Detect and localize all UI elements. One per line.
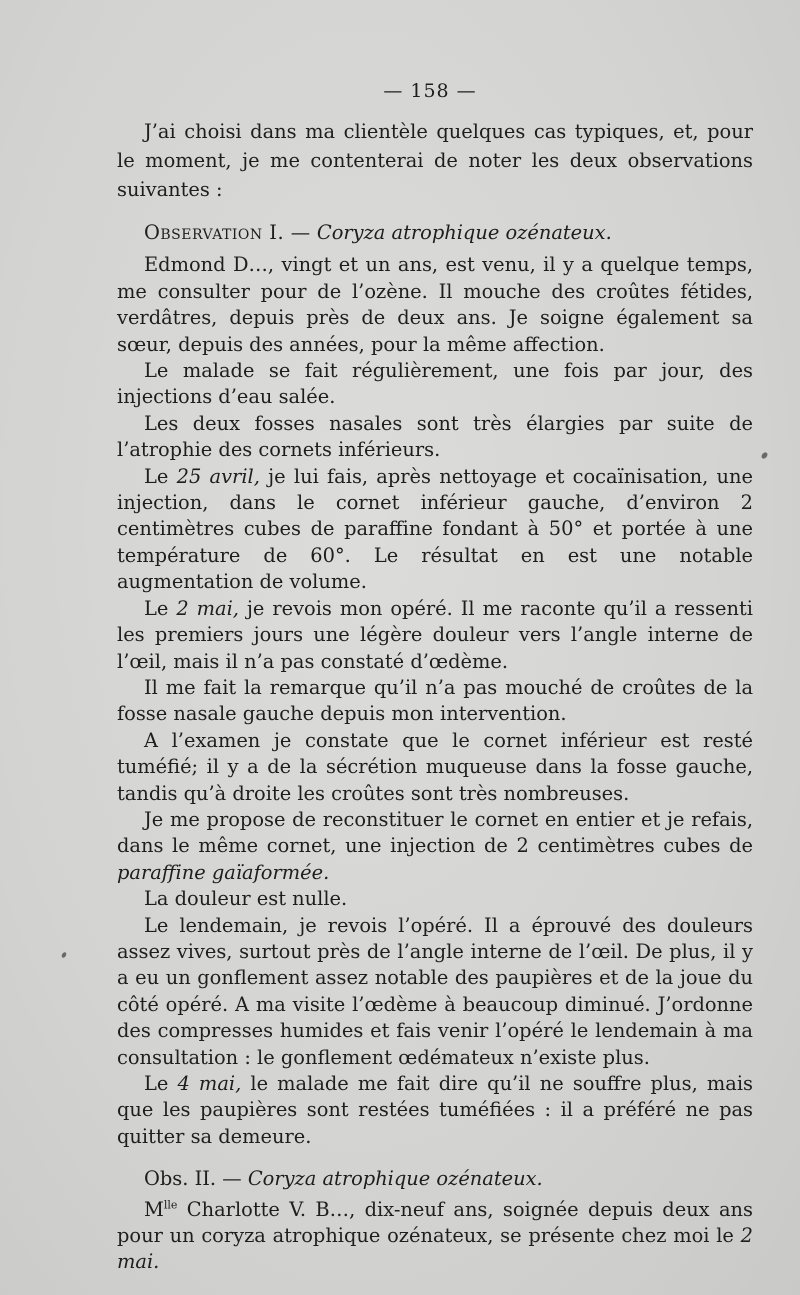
observation-2-label: Obs. II. — — [144, 1167, 242, 1191]
observation-2-title: Coryza atrophique ozénateux. — [247, 1167, 543, 1191]
paragraph — [117, 464, 753, 596]
paragraph: La douleur est nulle. — [144, 887, 348, 911]
text-run: le malade me fait dire qu’il ne souffre plus, mais que les paupières sont restées tuméfiées : il a préféré ne pas quitter sa demeure. — [117, 1072, 753, 1148]
paragraph: Il me fait la remarque qu’il n’a pas mouché de croûtes de la fosse nasale gauche depuis mon intervention. — [117, 675, 753, 726]
text-run: Le — [144, 596, 169, 620]
date: 2 mai, — [176, 596, 239, 620]
print-speck — [61, 951, 67, 958]
paragraph — [117, 807, 753, 886]
date: 4 mai, — [177, 1072, 242, 1095]
text-run: je lui fais, après nettoyage et cocaïnisation, une injection, dans le cornet inférieur gauche, d’environ 2 centimètres cubes de paraffine fondant à 50° et portée à une température de 60°. Le résultat en est une notable augmentation de volume. — [117, 464, 753, 594]
observation-2-heading — [117, 1166, 753, 1192]
paragraph: A l’examen je constate que le cornet inférieur est resté tuméfié; il y a de la sécrétion muqueuse dans la fosse gauche, tandis qu’à droite les croûtes sont très nombreuses. — [117, 728, 753, 805]
paragraph: Les deux fosses nasales sont très élargies par suite de l’atrophie des cornets inférieurs. — [117, 411, 753, 462]
text-run: Je me propose de reconstituer le cornet en entier et je refais, dans le même cornet, une injection de 2 centimètres cubes de — [117, 807, 753, 858]
date: 2 mai. — [117, 1224, 753, 1274]
text-run: je revois mon opéré. Il me raconte qu’il a ressenti les premiers jours une légère douleur vers l’angle interne de l’œil, mais il n’a pas constaté d’œdème. — [117, 596, 754, 673]
text-run: M — [144, 1197, 164, 1221]
paragraph: Le lendemain, je revois l’opéré. Il a éprouvé des douleurs assez vives, surtout près de l’angle interne de l’œil. De plus, il y a eu un gonflement assez notable des paupières et de la joue du côté opéré. A ma visite l’œdème à beaucoup diminué. J’ordonne des compresses humides et fais venir l’opéré le lendemain à ma consultation : le gonflement œdémateux n’existe plus. — [117, 913, 753, 1069]
paragraph: Le malade se fait régulièrement, une fois par jour, des injections d’eau salée. — [117, 359, 753, 409]
text-run: Le — [144, 464, 169, 488]
superscript: lle — [163, 1198, 178, 1212]
page-body — [117, 117, 753, 1276]
intro-paragraph: J’ai choisi dans ma clientèle quelques cas typiques, et, pour le moment, je me contenterai de noter les deux observations suivantes : — [117, 120, 753, 201]
paragraph — [117, 596, 753, 675]
observation-1-heading — [117, 220, 753, 246]
observation-1-title: Coryza atrophique ozénateux. — [316, 221, 612, 244]
paragraph — [117, 1071, 753, 1150]
paragraph: Edmond D…, vingt et un ans, est venu, il y a quelque temps, me consulter pour de l’ozène. Il mouche des croûtes fétides, verdâtres, depuis près de deux ans. Je soigne également sa sœur, depuis des années, pour la même affection. — [117, 253, 753, 356]
print-speck — [760, 451, 768, 460]
date: 25 avril, — [176, 464, 260, 488]
text-run: Le — [144, 1072, 169, 1095]
italic-term: paraffine gaïaformée. — [117, 860, 330, 884]
page-number: — 158 — — [383, 80, 477, 102]
paragraph — [117, 1197, 753, 1276]
observation-1-label: Observation I. — — [144, 221, 311, 244]
text-run: Charlotte V. B…, dix-neuf ans, soignée depuis deux ans pour un coryza atrophique ozénateux, se présente chez moi le — [117, 1197, 753, 1248]
